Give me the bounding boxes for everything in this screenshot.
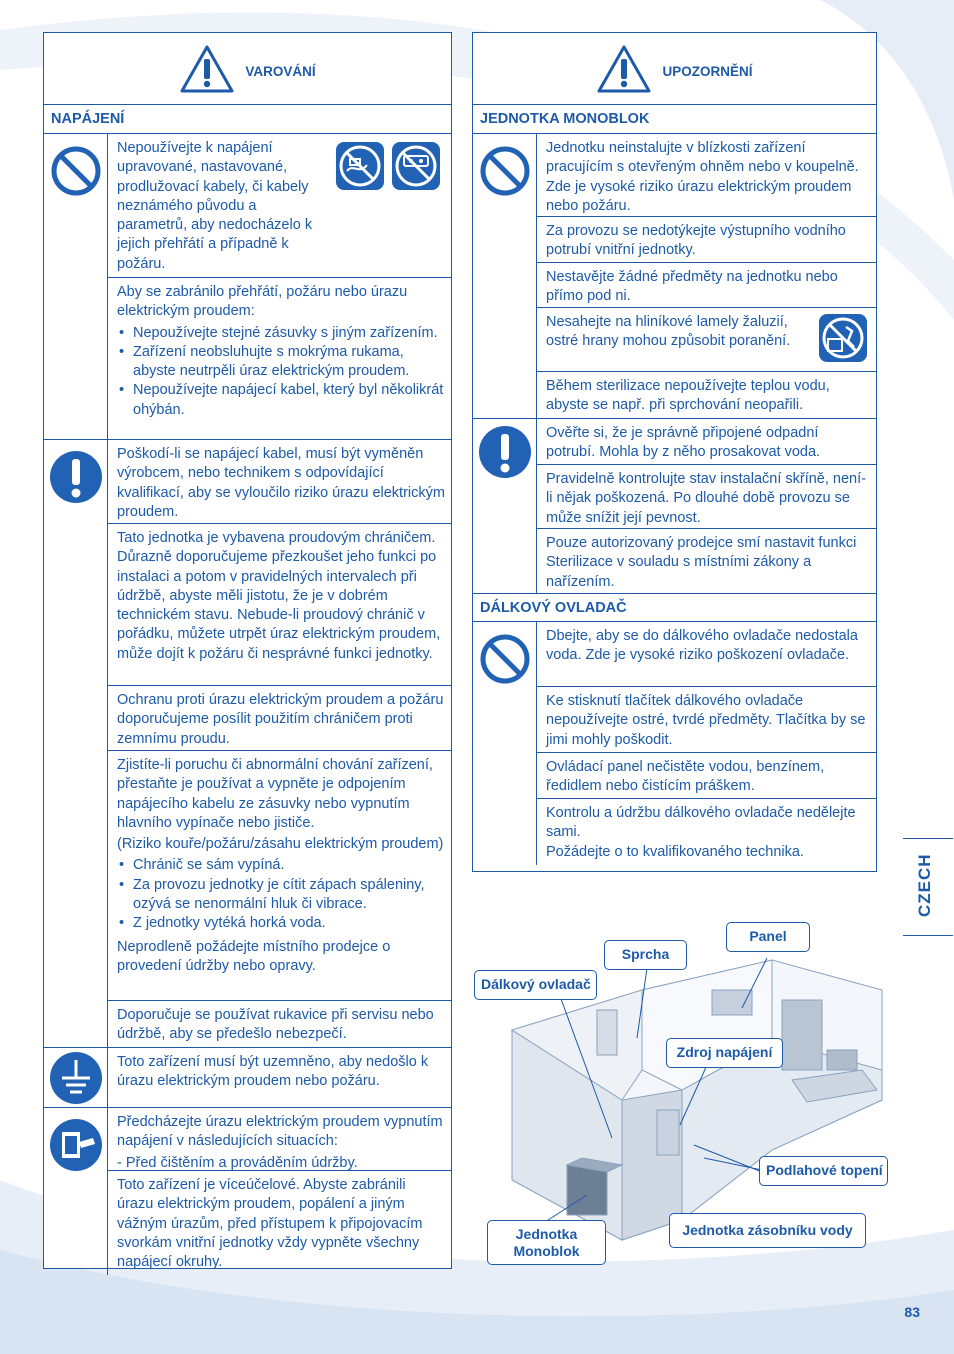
bullet-item: • Z jednotky vytéká horká voda. — [117, 914, 445, 933]
section-dalkovy-ovladac: DÁLKOVÝ OVLADAČ — [473, 594, 876, 622]
label-sprcha: Sprcha — [604, 940, 687, 970]
warning-text: Zjistíte-li poruchu či abnormální chování zařízení, přestaňte je používat a vypněte je odpojením napájecího kabelu ze zásuvky nebo vypnutím hlavního vypínače nebo jističe. — [117, 757, 433, 831]
exclamation-icon — [49, 450, 103, 504]
ground-icon — [49, 1051, 103, 1105]
warning-text: Toto zařízení je víceúčelové. Abyste zabránili úrazu elektrickým proudem, popálení a jiným vážným úrazům, před přístupem k připojovacím svorkám vnitřní jednotky vždy vypněte všechny napájecí okruhy. — [117, 1177, 423, 1271]
label-podlahove-topeni: Podlahové topení — [759, 1156, 888, 1186]
warning-text: Tato jednotka je vybavena proudovým chráničem. Důrazně doporučujeme přezkoušet jeho funkci po instalaci a potom v pravidelných intervalech při údržbě, abyste měli jistotu, že je v dobrém technickém stavu. Nebude-li proudový chránič v pořádku, můžete utrpět úraz elektrickým proudem, může dojít k požáru či nesprávné funkci jednotky. — [108, 524, 451, 686]
caution-text: Nesahejte na hliníkové lamely žaluzií, ostré hrany mohou způsobit poranění. — [546, 314, 791, 350]
caution-header — [473, 33, 876, 105]
warning-text: Nepoužívejte k napájení upravované, nastavované, prodlužovací kabely, či kabely neznámého původu a parametrů, aby nedocházelo k jejich přehřátí a případně k požáru. — [117, 140, 313, 272]
caution-text: Kontrolu a údržbu dálkového ovladače nedělejte sami. — [546, 805, 856, 841]
bullet-item: • Zařízení neobsluhujte s mokrýma rukama, abyste neutrpěli úraz elektrickým proudem. — [117, 343, 445, 382]
caution-text: Dbejte, aby se do dálkového ovladače nedostala voda. Zde je vysoké riziko poškození ovladače. — [537, 622, 876, 687]
caution-title: UPOZORNĚNÍ — [662, 64, 753, 79]
caution-text: Požádejte o to kvalifikovaného technika. — [546, 843, 804, 860]
prohibition-group — [473, 622, 876, 865]
warning-text: Předcházejte úrazu elektrickým proudem vypnutím napájení v následujících situacích: — [117, 1114, 443, 1150]
prohibition-icon — [478, 632, 532, 686]
section-monoblok: JEDNOTKA MONOBLOK — [473, 105, 876, 134]
exclamation-icon — [478, 425, 532, 479]
disconnect-power-icon — [49, 1118, 103, 1172]
disconnect-group — [44, 1108, 451, 1275]
mandatory-group — [473, 419, 876, 594]
caution-text: Během sterilizace nepoužívejte teplou vodu, abyste se např. při sprchování neopařili. — [546, 378, 830, 414]
caution-text: Za provozu se nedotýkejte výstupního vodního potrubí vnitřní jednotky. — [537, 217, 876, 263]
warning-text: Doporučuje se používat rukavice při servisu nebo údržbě, aby se předešlo nebezpečí. — [117, 1007, 434, 1043]
bullet-item: • Nepoužívejte stejné zásuvky s jiným zařízením. — [117, 324, 445, 343]
page-number: 83 — [904, 1304, 920, 1320]
warning-text: Poškodí-li se napájecí kabel, musí být vyměněn výrobcem, nebo technikem s odpovídající kvalifikací, aby se vyloučilo riziko úrazu elektrickým proudem. — [108, 440, 451, 524]
caution-triangle-icon — [596, 44, 652, 94]
warning-text: Toto zařízení musí být uzemněno, aby nedošlo k úrazu elektrickým proudem nebo požáru. — [117, 1054, 429, 1090]
caution-text: Ověřte si, že je správně připojené odpadní potrubí. Mohla by z něho prosakovat voda. — [537, 419, 876, 465]
prohibition-icon — [49, 144, 103, 198]
bullet-item: • Za provozu jednotky je cítit zápach spáleniny, ozývá se nenormální hluk či vibrace. — [117, 876, 445, 915]
caution-text: Nestavějte žádné předměty na jednotku nebo přímo pod ni. — [537, 263, 876, 308]
no-power-strip-icon — [391, 141, 441, 191]
warning-panel — [43, 32, 452, 1269]
warning-triangle-icon — [179, 44, 235, 94]
caution-text: Ovládací panel nečistěte vodou, benzínem, ředidlem nebo čistícím práškem. — [537, 753, 876, 799]
language-tab — [903, 838, 953, 936]
warning-text: Neprodleně požádejte místního prodejce o provedení údržby nebo opravy. — [117, 938, 391, 974]
language-label: CZECH — [915, 853, 934, 917]
caution-text: Pravidelně kontrolujte stav instalační skříně, není-li nějak poškozená. Po dlouhé době provozu se může snížit její pevnost. — [537, 465, 876, 529]
caution-panel — [472, 32, 877, 872]
bullet-item: • Chránič se sám vypíná. — [117, 856, 445, 875]
ground-group — [44, 1048, 451, 1108]
label-dalkovy-ovladac: Dálkový ovladač — [474, 970, 597, 1000]
caution-text: Ke stisknutí tlačítek dálkového ovladače nepoužívejte ostré, tvrdé předměty. Tlačítka by se jimi mohly poškodit. — [537, 687, 876, 753]
label-zdroj-napajeni: Zdroj napájení — [666, 1038, 783, 1068]
caution-text: Pouze autorizovaný prodejce smí nastavit funkci Sterilizace v souladu s místními zákony a nařízením. — [546, 535, 857, 590]
label-jednotka-monoblok: Jednotka Monoblok — [487, 1220, 606, 1265]
warning-text: Aby se zabránilo přehřátí, požáru nebo úrazu elektrickým proudem: — [117, 284, 408, 320]
mandatory-group — [44, 440, 451, 1048]
warning-text: - Před čištěním a prováděním údržby. — [117, 1154, 358, 1171]
no-touch-fins-icon — [818, 313, 868, 363]
prohibition-group — [44, 134, 451, 440]
warning-text: Ochranu proti úrazu elektrickým proudem a požáru doporučujeme posílit použitím chráničem proti zemnímu proudu. — [108, 686, 451, 751]
no-extension-cable-icon — [335, 141, 385, 191]
label-panel: Panel — [726, 922, 810, 952]
bullet-item: • Nepoužívejte napájecí kabel, který byl několikrát ohýbán. — [117, 381, 445, 420]
section-napajeni: NAPÁJENÍ — [44, 105, 451, 134]
warning-text: (Riziko kouře/požáru/zásahu elektrickým proudem) — [117, 836, 444, 853]
prohibition-icon — [478, 144, 532, 198]
warning-title: VAROVÁNÍ — [245, 64, 316, 79]
caution-text: Jednotku neinstalujte v blízkosti zařízení pracujícím s otevřeným ohněm nebo v koupelně. Zde je vysoké riziko úrazu elektrickým proudem nebo požáru. — [537, 134, 876, 217]
label-jednotka-zasobniku: Jednotka zásobníku vody — [669, 1213, 866, 1248]
warning-header — [44, 33, 451, 105]
prohibition-group — [473, 134, 876, 419]
